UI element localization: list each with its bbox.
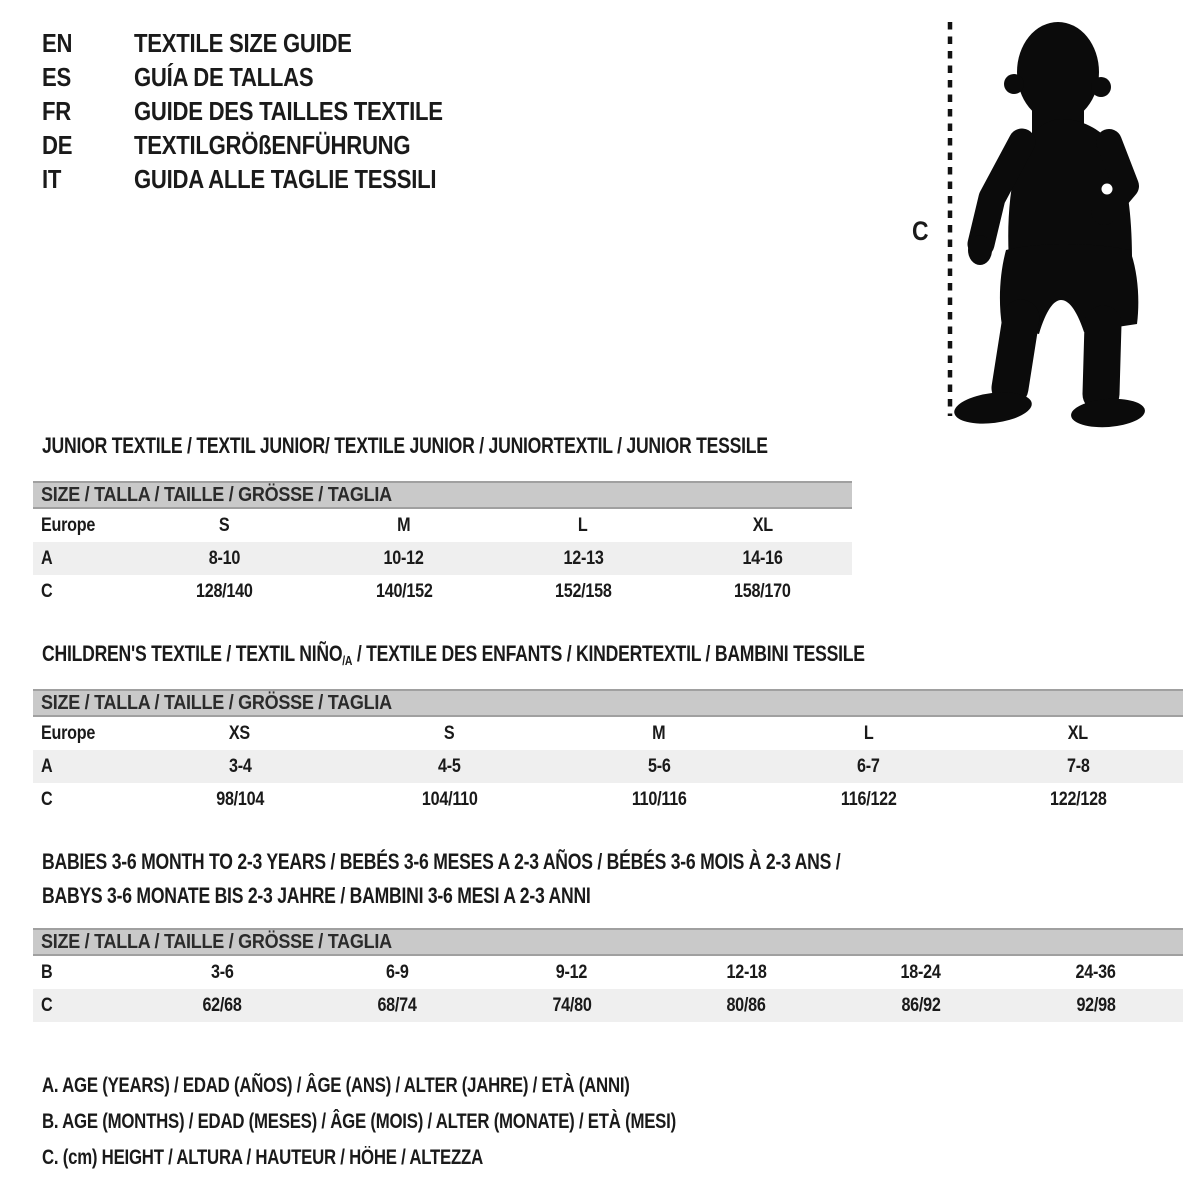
row-label: C [41, 994, 53, 1016]
size-cell: 110/116 [631, 788, 687, 810]
size-cell: 86/92 [901, 994, 941, 1016]
row-label: A [41, 547, 53, 569]
size-table-header: SIZE / TALLA / TAILLE / GRÖSSE / TAGLIA [33, 481, 852, 509]
size-cell: XS [229, 722, 251, 744]
size-cell: L [863, 722, 874, 744]
size-cell: L [578, 514, 588, 536]
size-cell: 92/98 [1076, 994, 1116, 1016]
language-title-list [42, 26, 497, 196]
toddler-figure [900, 0, 1200, 440]
size-cell: 80/86 [726, 994, 766, 1016]
size-cell: 24-36 [1075, 961, 1116, 983]
legend-note-a: A. AGE (YEARS) / EDAD (AÑOS) / ÂGE (ANS) / ALTER (JAHRE) / ETÀ (ANNI) [42, 1074, 630, 1097]
size-table-header: SIZE / TALLA / TAILLE / GRÖSSE / TAGLIA [33, 928, 1183, 956]
table-row [33, 783, 1183, 816]
size-cell: S [444, 722, 455, 744]
toddler-silhouette-icon [900, 0, 1200, 440]
size-cell: 4-5 [438, 755, 461, 777]
legend-notes [42, 1068, 834, 1176]
size-cell: XL [752, 514, 773, 536]
language-code: IT [42, 163, 62, 194]
height-label: C [912, 216, 929, 246]
language-title: GUIDA ALLE TAGLIE TESSILI [134, 163, 437, 194]
language-code: FR [42, 95, 71, 126]
size-cell: 7-8 [1066, 755, 1090, 777]
language-row [42, 162, 497, 196]
language-row [42, 60, 497, 94]
language-title: GUIDE DES TAILLES TEXTILE [134, 95, 443, 126]
table-row [33, 956, 1183, 989]
size-cell: 12-18 [726, 961, 767, 983]
size-cell: 9-12 [556, 961, 588, 983]
row-label: C [41, 788, 53, 810]
section-heading-babies: BABIES 3-6 MONTH TO 2-3 YEARS / BEBÉS 3-6 MESES A 2-3 AÑOS / BÉBÉS 3-6 MOIS À 2-3 ANS / BABYS 3-6 MONATE BIS 2-3 JAHRE / BAMBINI 3-6 MESI A 2-3 ANNI [42, 849, 841, 908]
table-row [33, 717, 1183, 750]
language-code: EN [42, 27, 73, 58]
section-heading-children: CHILDREN'S TEXTILE / TEXTIL $NIÑO_{/A}$ / TEXTILE DES ENFANTS / KINDERTEXTIL / BAMBINI TESSILE [42, 641, 865, 668]
size-cell: 8-10 [208, 547, 241, 569]
size-table-children [33, 689, 1183, 816]
size-cell: M [397, 514, 411, 536]
size-cell: M [652, 722, 666, 744]
table-row [33, 989, 1183, 1022]
size-cell: 158/170 [734, 580, 791, 602]
size-cell: 6-7 [857, 755, 880, 777]
size-cell: 74/80 [552, 994, 592, 1016]
size-cell: 5-6 [647, 755, 671, 777]
table-row [33, 575, 852, 608]
size-cell: 3-4 [228, 755, 252, 777]
row-label: Europe [41, 514, 96, 536]
row-label: B [41, 961, 53, 983]
size-cell: 122/128 [1049, 788, 1107, 810]
size-cell: 68/74 [377, 994, 417, 1016]
section-heading-junior: JUNIOR TEXTILE / TEXTIL JUNIOR/ TEXTILE JUNIOR / JUNIORTEXTIL / JUNIOR TESSILE [42, 433, 768, 458]
language-row [42, 26, 497, 60]
size-cell: 152/158 [554, 580, 612, 602]
size-cell: 140/152 [375, 580, 433, 602]
size-cell: S [219, 514, 230, 536]
size-cell: 116/122 [840, 788, 897, 810]
size-cell: 3-6 [211, 961, 234, 983]
language-code: DE [42, 129, 73, 160]
size-cell: 14-16 [742, 547, 783, 569]
row-label: Europe [41, 722, 96, 744]
toddler-silhouette [952, 22, 1145, 430]
table-row [33, 750, 1183, 783]
legend-note-c: C. (cm) HEIGHT / ALTURA / HAUTEUR / HÖHE / ALTEZZA [42, 1146, 483, 1169]
language-code: ES [42, 61, 71, 92]
heading-subscript: /A [342, 653, 353, 668]
size-cell: 62/68 [202, 994, 242, 1016]
row-label: C [41, 580, 53, 602]
language-title: TEXTILE SIZE GUIDE [134, 27, 352, 58]
size-table-babies [33, 928, 1183, 1022]
table-row [33, 509, 852, 542]
size-cell: 10-12 [383, 547, 424, 569]
size-cell: 104/110 [421, 788, 478, 810]
size-table-header: SIZE / TALLA / TAILLE / GRÖSSE / TAGLIA [33, 689, 1183, 717]
row-label: A [41, 755, 53, 777]
language-title: TEXTILGRÖßENFÜHRUNG [134, 129, 411, 160]
language-row [42, 128, 497, 162]
size-cell: 98/104 [215, 788, 264, 810]
size-cell: 128/140 [196, 580, 253, 602]
size-cell: 12-13 [563, 547, 604, 569]
size-cell: 18-24 [901, 961, 942, 983]
language-title: GUÍA DE TALLAS [134, 61, 314, 92]
language-row [42, 94, 497, 128]
legend-note-b: B. AGE (MONTHS) / EDAD (MESES) / ÂGE (MOIS) / ALTER (MONATE) / ETÀ (MESI) [42, 1110, 676, 1133]
size-cell: XL [1068, 722, 1089, 744]
size-table-junior [33, 481, 852, 608]
table-row [33, 542, 852, 575]
size-cell: 6-9 [385, 961, 409, 983]
